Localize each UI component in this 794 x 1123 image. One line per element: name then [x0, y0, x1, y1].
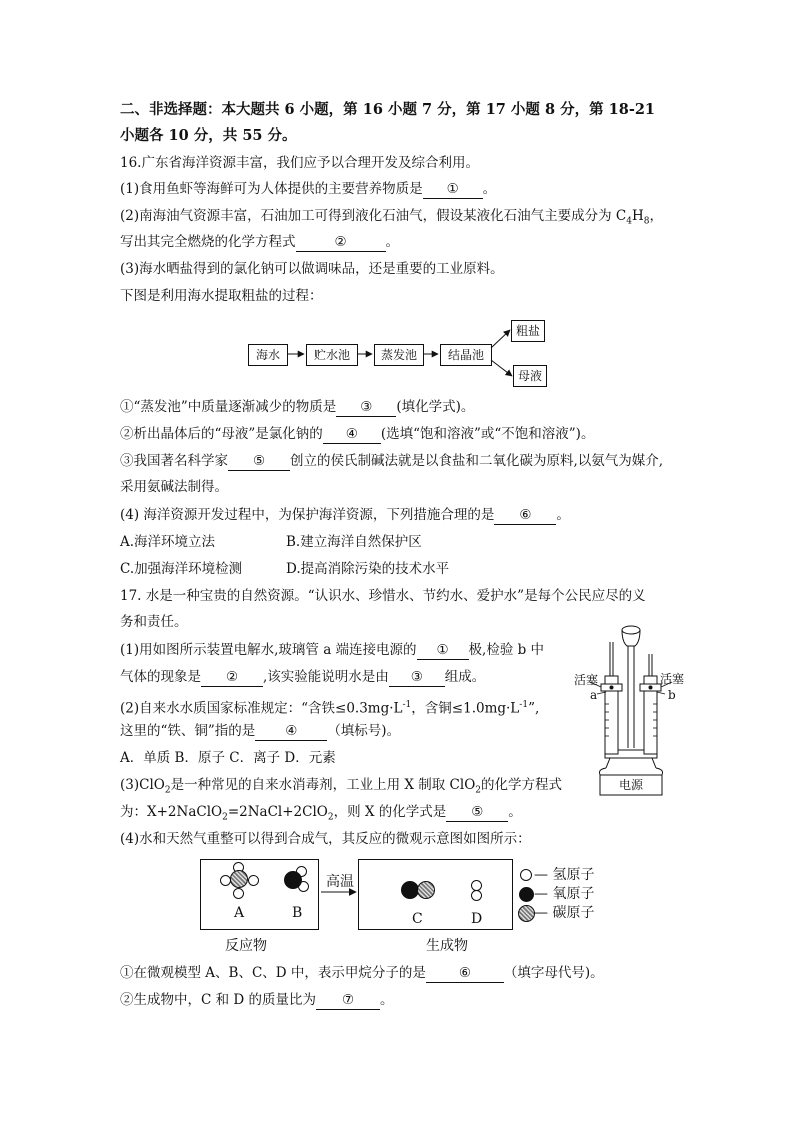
q16-sub3-line1: ③我国著名科学家 ⑤ 创立的侯氏制碱法就是以食盐和二氧化碳为原料,以氨气为媒介,	[120, 453, 664, 469]
q17-part2-line2: 这里的“铁、铜”指的是 ④ （填标号)。	[120, 723, 401, 739]
molecule-b-label: B	[292, 905, 303, 921]
reaction-condition: 高温	[326, 874, 354, 890]
tube-a-label: a	[590, 688, 598, 702]
molecule-c-carbon	[417, 881, 435, 899]
q16-option-b: B.建立海洋自然保护区	[286, 534, 422, 550]
q17-part2-options: A．单质 B．原子 C．离子 D．元素	[120, 750, 336, 766]
q16-option-d: D.提高消除污染的技术水平	[286, 561, 450, 577]
molecule-d-label: D	[471, 911, 483, 927]
section-header-line1: 二、非选择题：本大题共 6 小题，第 16 小题 7 分，第 17 小题 8 分，第 18-21	[120, 101, 656, 118]
q16-part4: (4) 海洋资源开发过程中，为保护海洋资源，下列措施合理的是 ⑥ 。	[120, 507, 570, 523]
answer-blank-q17-4[interactable]: ④	[255, 723, 327, 741]
q17-stem-line2: 务和责任。	[120, 614, 188, 630]
q16-part2-line2: 写出其完全燃烧的化学方程式 ② 。	[120, 234, 399, 250]
answer-blank-q17-7[interactable]: ⑦	[316, 992, 380, 1010]
flow-evaporation-pool: 蒸发池	[374, 344, 424, 366]
molecule-a-label: A	[234, 905, 245, 921]
molecule-a-hydrogen	[248, 875, 259, 886]
answer-blank-q17-3[interactable]: ③	[389, 669, 445, 687]
legend-hydrogen: — 氢原子	[534, 867, 595, 883]
q16-flow-intro: 下图是利用海水提取粗盐的过程：	[120, 288, 323, 304]
flow-crude-salt: 粗盐	[511, 320, 545, 342]
answer-blank-6[interactable]: ⑥	[494, 507, 556, 525]
flow-seawater: 海水	[248, 344, 288, 366]
q16-option-a: A.海洋环境立法	[120, 534, 216, 550]
q17-sub2: ②生成物中，C 和 D 的质量比为 ⑦ 。	[120, 992, 394, 1008]
q17-part3-line2: 为：X+2NaClO$_2$=2NaCl+2ClO$_2$，则 X 的化学式是 ⑤ 。	[120, 804, 522, 823]
q16-part3: (3)海水晒盐得到的氯化钠可以做调味品，还是重要的工业原料。	[120, 261, 504, 277]
answer-blank-q17-6[interactable]: ⑥	[426, 965, 504, 983]
q17-part1-line2: 气体的现象是 ② ,该实验能说明水是由 ③ 组成。	[120, 669, 486, 685]
legend-carbon-icon	[518, 905, 535, 922]
flow-crystal-pool: 结晶池	[440, 344, 492, 366]
q16-option-c: C.加强海洋环境检测	[120, 561, 243, 577]
q17-part4: (4)水和天然气重整可以得到合成气，其反应的微观示意图如图所示：	[120, 831, 531, 847]
flow-arrows	[240, 310, 560, 400]
reactants-caption: 反应物	[225, 938, 267, 954]
stopcock-right-label: 活塞	[660, 672, 685, 686]
molecule-a-hydrogen	[233, 888, 244, 899]
q17-part3-line1: (3)ClO$_2$是一种常见的自来水消毒剂，工业上用 X 制取 ClO$_2$的化学方程式	[120, 777, 563, 796]
flow-storage-pool: 贮水池	[306, 344, 358, 366]
legend-oxygen: — 氧原子	[534, 886, 595, 902]
power-source-label: 电源	[618, 778, 643, 792]
answer-blank-5[interactable]: ⑤	[228, 453, 290, 471]
q17-sub1: ①在微观模型 A、B、C、D 中，表示甲烷分子的是 ⑥ （填字母代号)。	[120, 965, 604, 981]
answer-blank-q17-5[interactable]: ⑤	[446, 804, 508, 822]
answer-blank-q17-1[interactable]: ①	[417, 642, 469, 660]
q16-part1: (1)食用鱼虾等海鲜可为人体提供的主要营养物质是 ① 。	[120, 181, 497, 197]
legend-oxygen-icon	[519, 887, 534, 902]
q16-stem: 16.广东省海洋资源丰富，我们应予以合理开发及综合利用。	[120, 155, 479, 171]
answer-blank-3[interactable]: ③	[336, 399, 396, 417]
q17-part1-line1: (1)用如图所示装置电解水,玻璃管 a 端连接电源的 ① 极,检验 b 中	[120, 642, 545, 658]
answer-blank-4[interactable]: ④	[323, 426, 381, 444]
flow-mother-liquor: 母液	[513, 365, 547, 387]
answer-blank-1[interactable]: ①	[423, 181, 483, 199]
tube-b-label: b	[668, 688, 676, 702]
answer-blank-2[interactable]: ②	[296, 234, 386, 252]
q16-sub2: ②析出晶体后的“母液”是氯化钠的 ④ (选填“饱和溶液”或“不饱和溶液”)。	[120, 426, 595, 442]
q16-sub3-line2: 采用氨碱法制得。	[120, 479, 228, 495]
electrolysis-drawing	[560, 620, 710, 800]
molecule-a-carbon	[230, 870, 248, 888]
molecule-c-label: C	[412, 911, 423, 927]
answer-blank-q17-2[interactable]: ②	[201, 669, 263, 687]
molecule-b-oxygen	[284, 871, 302, 889]
q16-sub1: ①“蒸发池”中质量逐渐减少的物质是 ③ (填化学式)。	[120, 399, 475, 415]
legend-carbon: — 碳原子	[534, 905, 595, 921]
products-caption: 生成物	[426, 938, 468, 954]
stopcock-left-label: 活塞	[574, 673, 599, 687]
legend-hydrogen-icon	[520, 869, 532, 881]
q17-part2-line1: (2)自来水水质国家标准规定：“含铁$\le 0.3mg\cdot L^{-1}$，含铜$\le 1.0mg\cdot L^{-1}$”,	[120, 700, 540, 717]
q17-stem-line1: 17. 水是一种宝贵的自然资源。“认识水、珍惜水、节约水、爱护水”是每个公民应尽的义	[120, 588, 646, 604]
molecule-d-hydrogen	[471, 890, 482, 901]
section-header-line2: 小题各 10 分，共 55 分。	[120, 127, 297, 144]
q16-part2-line1: (2)南海油气资源丰富，石油加工可得到液化石油气，假设某液化石油气主要成分为 $C_4H_8$，	[120, 208, 663, 227]
